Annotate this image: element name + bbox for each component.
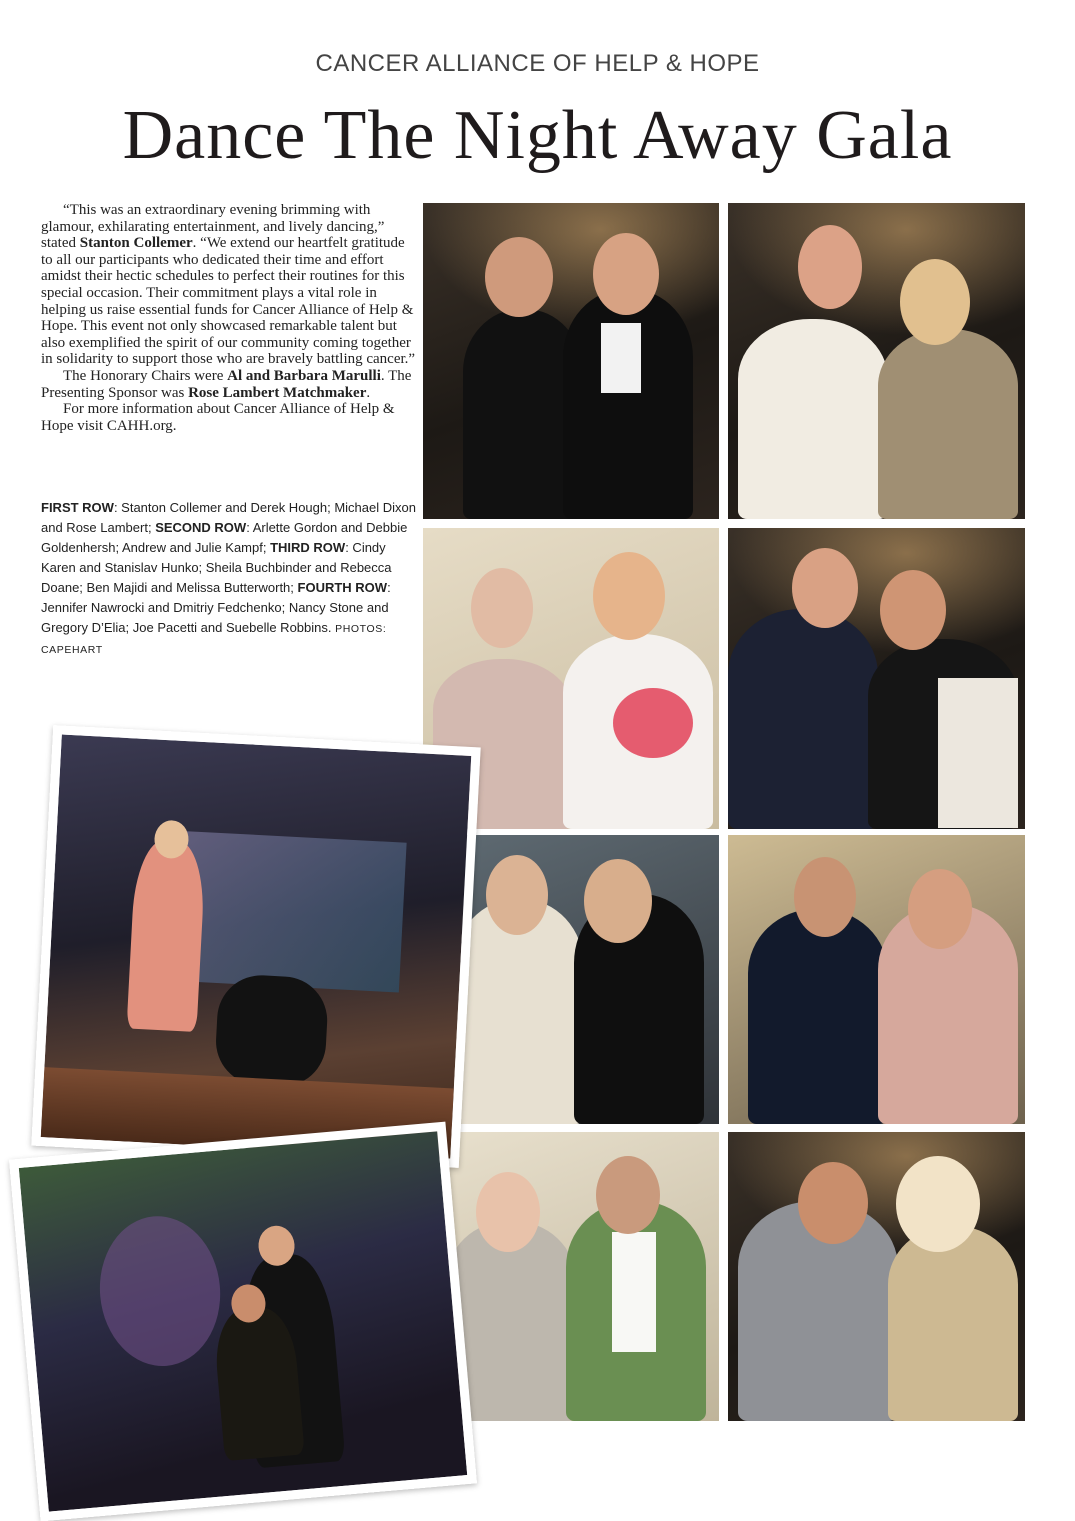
caption-row-label: SECOND ROW [155,520,247,535]
caption-text: : Stanton Collemer and Derek Hough; Michael Dixon and Rose Lambert; [41,500,416,535]
presenting-sponsor: Rose Lambert Matchmaker [188,384,367,401]
caption-row-label: FIRST ROW [41,500,114,515]
event-photo [423,203,719,519]
caption-text: : Jennifer Nawrocki and Dmitriy Fedchenko; Nancy Stone and Gregory D’Elia; Joe Pacetti and Suebelle Robbins. [41,580,391,635]
article-text: . [366,384,371,401]
honorary-chairs: Al and Barbara Marulli [227,367,381,384]
caption-text: : Arlette Gordon and Debbie Goldenhersh; Andrew and Julie Kampf; [41,520,408,555]
event-photo [728,528,1025,829]
event-photo [426,1132,719,1421]
caption-text: : Cindy Karen and Stanislav Hunko; Sheila Buchbinder and Rebecca Doane; Ben Majidi and Melissa Butterworth; [41,540,392,595]
caption-row-label: THIRD ROW [270,540,346,555]
article-paragraph-2 [41,368,416,401]
photo-credit: PHOTOS: CAPEHART [41,623,387,656]
article-text: . “We extend our heartfelt gratitude to all our participants who dedicated their time and effort amidst their hectic schedules to perfect their routines for this special occasion. Their commitment plays a vital role in helping us raise essential funds for Cancer Alliance of Help & Hope. This event not only showcased remarkable talent but also exemplified the spirit of our community coming together in solidarity to support those who are bravely battling cancer.” [41,235,416,368]
event-photo [728,203,1025,519]
person-name: Stanton Collemer [79,235,193,252]
event-photo [728,835,1025,1124]
caption-row-label: FOURTH ROW [297,580,388,595]
event-photo [728,1132,1025,1421]
article-body [41,202,416,434]
photo-caption [41,498,416,660]
dance-performance-photo [31,725,480,1168]
article-paragraph-3: For more information about Cancer Alliance of Help & Hope visit CAHH.org. [41,401,395,434]
dance-performance-photo [9,1122,477,1521]
section-kicker: CANCER ALLIANCE OF HELP & HOPE [315,50,760,77]
article-paragraph-1 [41,202,416,368]
article-text: “This was an extraordinary evening brimming with glamour, exhilarating entertainment, and lively dancing,” stated [41,202,385,252]
article-text: The Honorary Chairs were [63,367,228,384]
event-photo [434,835,719,1124]
article-text: . The Presenting Sponsor was [41,367,412,401]
page-title: Dance The Night Away Gala [122,97,953,174]
